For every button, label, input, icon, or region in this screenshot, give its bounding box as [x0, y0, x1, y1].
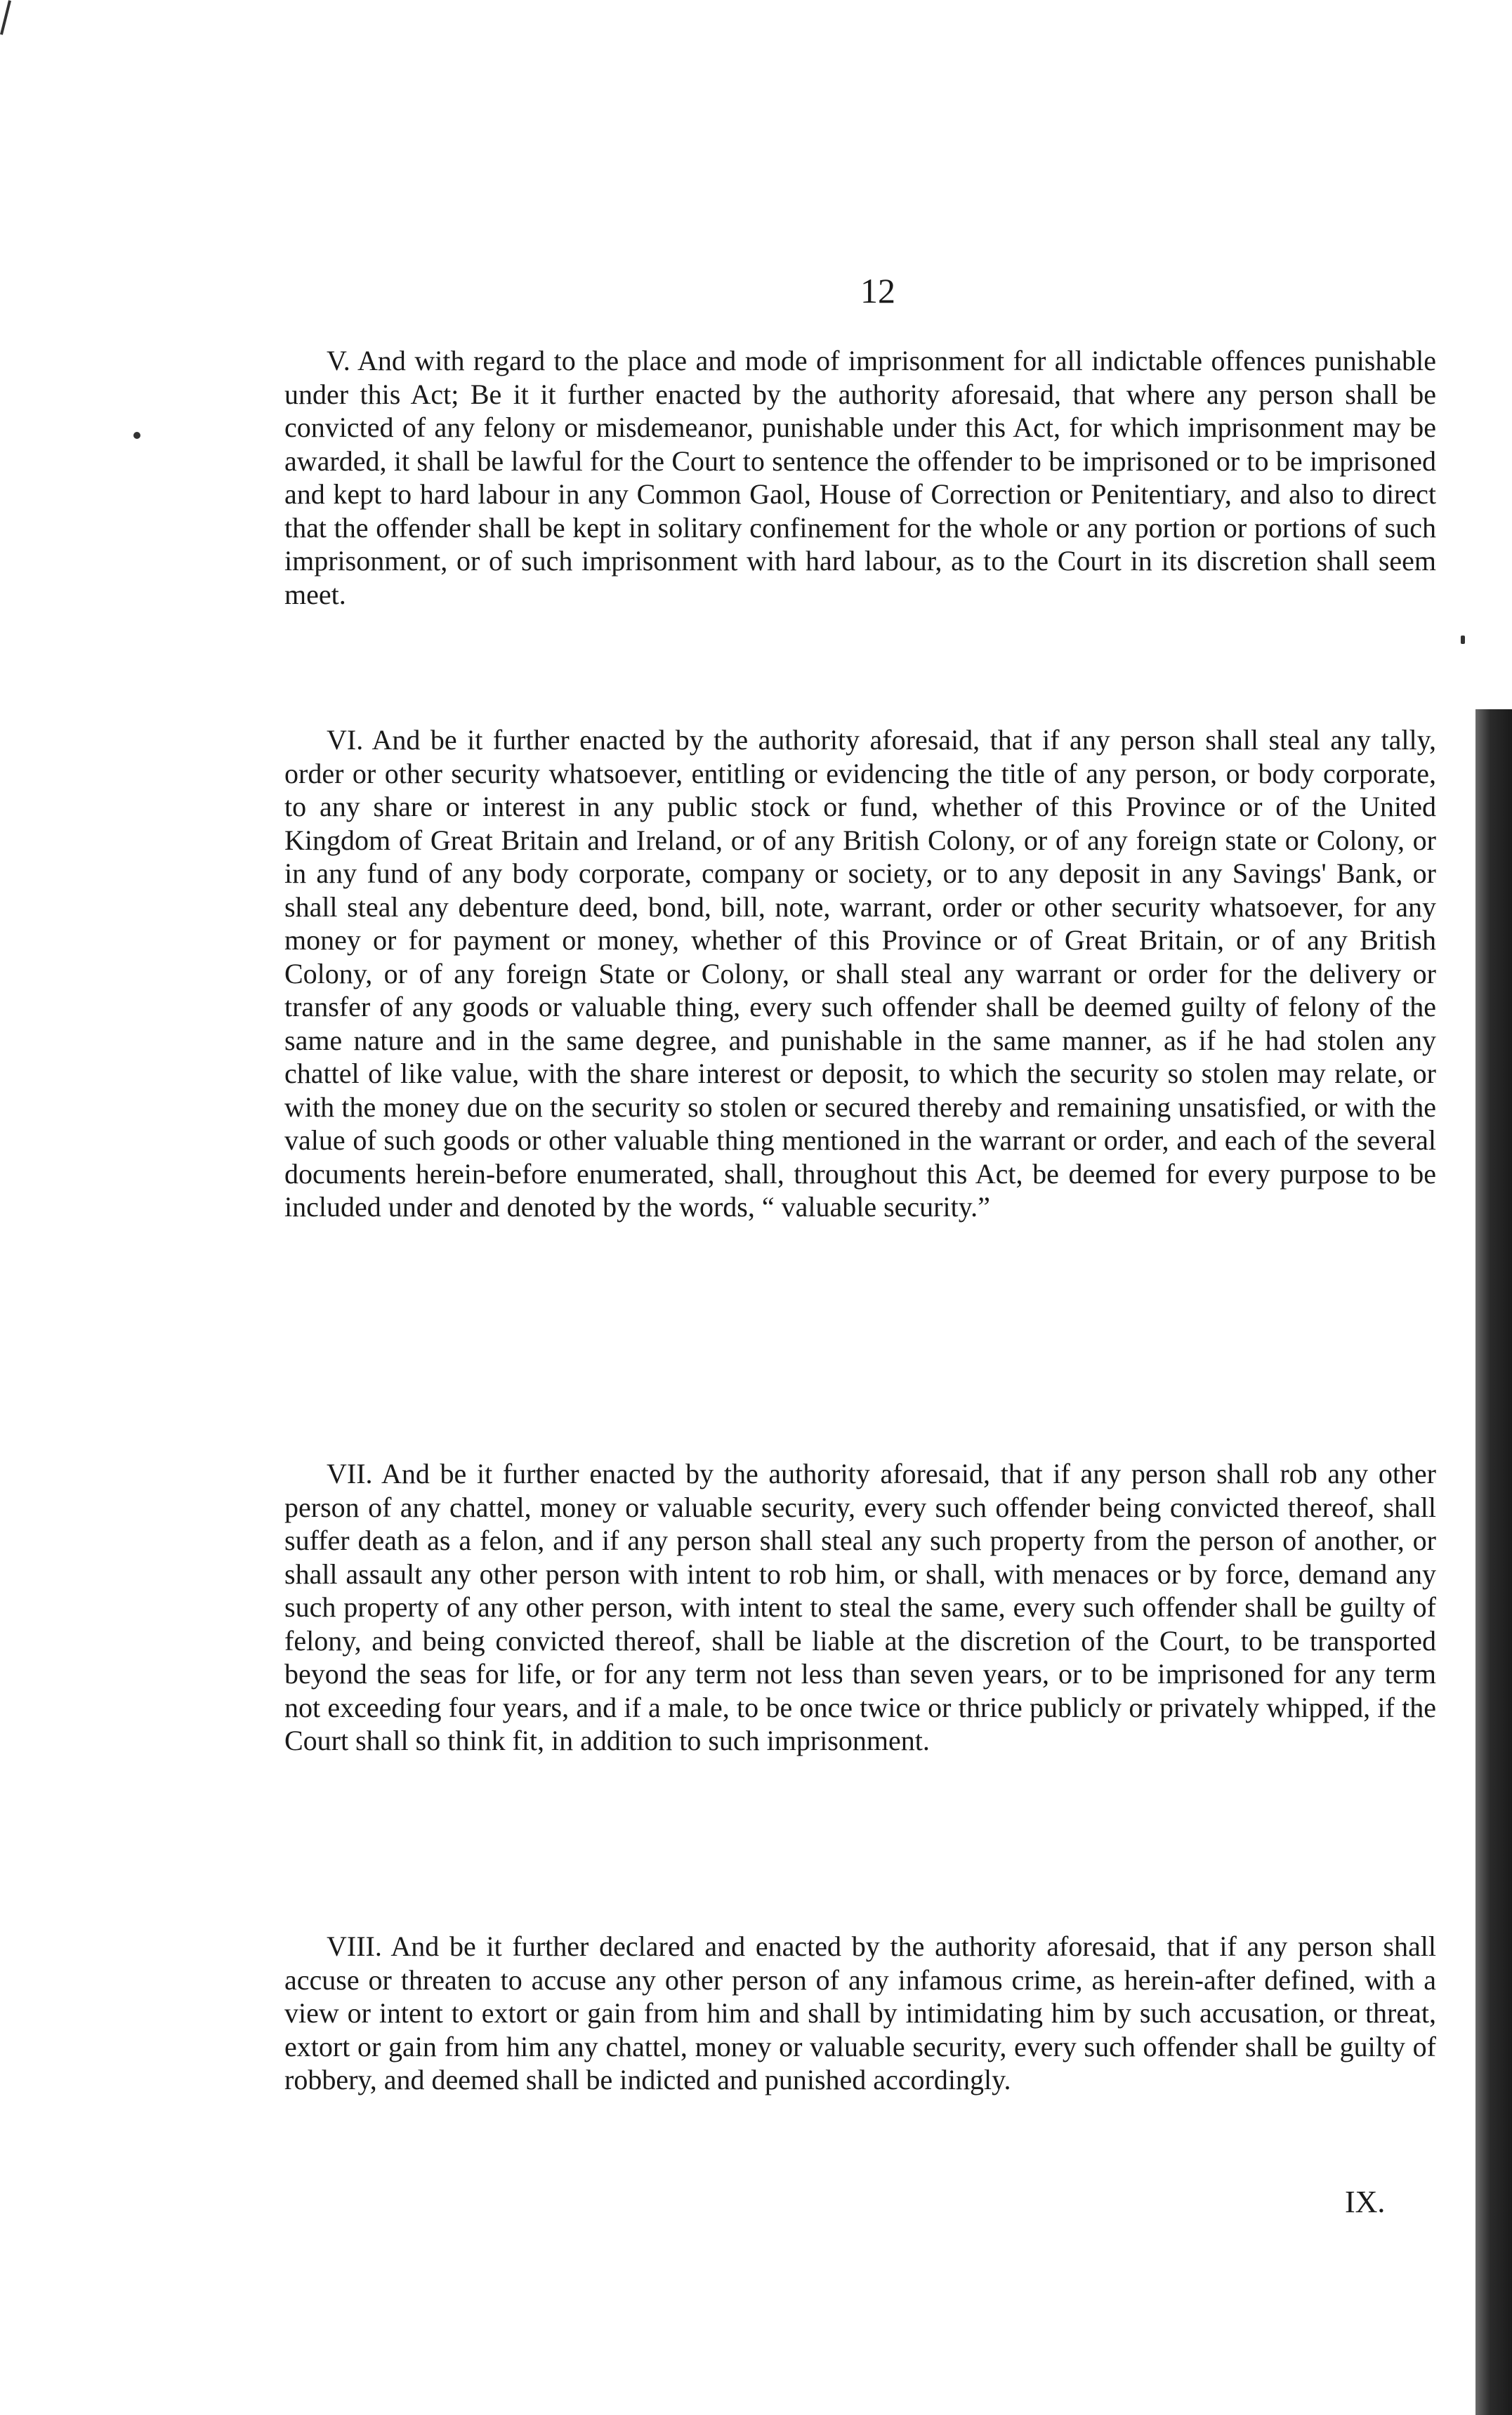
ink-spot — [133, 432, 140, 439]
section-vi-paragraph: VI. And be it further enacted by the authority aforesaid, that if any person shall steal any tally, order or other security whatsoever, entitling or evidencing the title of any person, or body corporate, to any share or interest in any public stock or fund, whether of this Province or of the United Kingdom of Great Britain and Ireland, or of any British Colony, or of any foreign state or Colony, or in any fund of any body corporate, company or society, or to any deposit in any Savings' Bank, or shall steal any debenture deed, bond, bill, note, warrant, order or other security whatsoever, for any money or for payment or money, whether of this Province or of Great Britain, or of any British Colony, or of any foreign State or Colony, or shall steal any warrant or order for the delivery or transfer of any goods or valuable thing, every such offender shall be deemed guilty of felony of the same nature and in the same degree, and punishable in the same manner, as if he had stolen any chattel of like value, with the share interest or deposit, to which the security so stolen may relate, or with the money due on the security so stolen or secured thereby and remaining unsatisfied, or with the value of such goods or other valuable thing mentioned in the warrant or order, and each of the several documents herein-before enumerated, shall, throughout this Act, be deemed for every purpose to be included under and denoted by the words, “ valuable security.” — [284, 724, 1436, 1223]
page-edge-shadow — [1475, 709, 1512, 2415]
margin-mark — [0, 0, 11, 34]
catchword: IX. — [1345, 2185, 1386, 2219]
ink-spot — [1461, 636, 1465, 644]
section-v-paragraph: V. And with regard to the place and mode of imprisonment for all indictable offences punishable under this Act; Be it it further enacted by the authority aforesaid, that where any person shall be convicted of any felony or misdemeanor, punishable under this Act, for which imprisonment may be awarded, it shall be lawful for the Court to sentence the offender to be imprisoned or to be imprisoned and kept to hard labour in any Common Gaol, House of Correction or Penitentiary, and also to direct that the offender shall be kept in solitary confinement for the whole or any portion or portions of such imprisonment, or of such imprisonment with hard labour, as to the Court in its discretion shall seem meet. — [284, 345, 1436, 610]
page-number: 12 — [860, 271, 895, 310]
section-vii-paragraph: VII. And be it further enacted by the authority aforesaid, that if any person shall rob any other person of any chattel, money or valuable security, every such offender being convicted thereof, shall suffer death as a felon, and if any person shall steal any such property from the person of another, or shall assault any other person with intent to rob him, or shall, with menaces or by force, demand any such property of any other person, with intent to steal the same, every such offender shall be guilty of felony, and being convicted thereof, shall be liable at the discretion of the Court, to be transported beyond the seas for life, or for any term not less than seven years, or to be imprisoned for any term not exceeding four years, and if a male, to be once twice or thrice publicly or privately whipped, if the Court shall so think fit, in addition to such imprisonment. — [284, 1458, 1436, 1756]
section-viii-paragraph: VIII. And be it further declared and enacted by the authority aforesaid, that if any person shall accuse or threaten to accuse any other person of any infamous crime, as herein-after defined, with a view or intent to extort or gain from him and shall by intimidating him by such accusation, or threat, extort or gain from him any chattel, money or valuable security, every such offender shall be guilty of robbery, and deemed shall be indicted and punished accordingly. — [284, 1930, 1436, 2095]
